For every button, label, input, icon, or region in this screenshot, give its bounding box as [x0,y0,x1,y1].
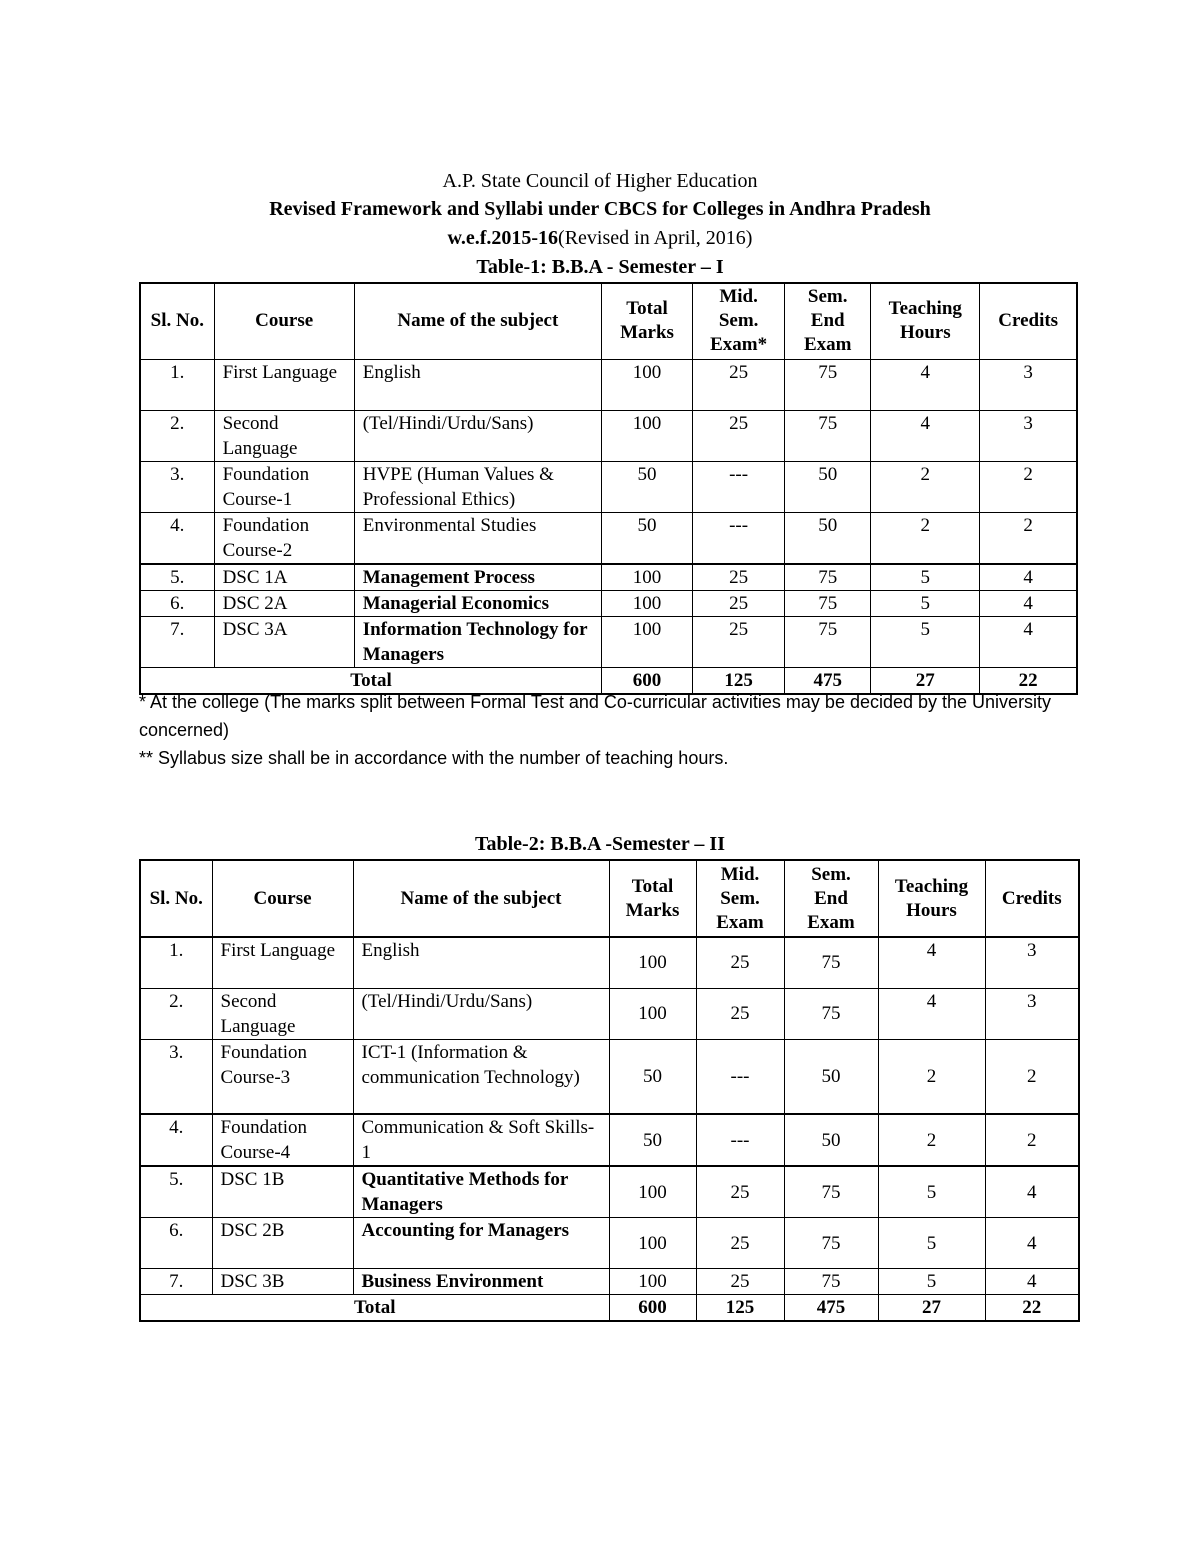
cell-mid-sem: 25 [696,1166,784,1218]
cell-total-marks: 100 [601,410,692,461]
cell-sl: 1. [140,937,212,988]
cell-total-marks: 50 [601,461,692,512]
cell-subject: Quantitative Methods for Managers [353,1166,609,1218]
cell-sl: 7. [140,616,214,667]
cell-total-marks: 50 [609,1039,696,1114]
table-row [140,937,1079,988]
cell-subject: Management Process [354,564,601,591]
cell-sl: 4. [140,1114,212,1166]
footnote-syllabus-size: ** Syllabus size shall be in accordance with the number of teaching hours. [139,748,729,768]
cell-credits: 3 [980,410,1077,461]
cell-teaching-hours: 5 [878,1166,985,1218]
cell-course: Second Language [212,988,353,1039]
cell-sem-end: 75 [785,359,871,410]
total-mid-sem: 125 [693,667,785,694]
cell-teaching-hours: 5 [871,590,980,616]
cell-subject: Environmental Studies [354,512,601,564]
cell-sl: 6. [140,590,214,616]
cell-total-marks: 100 [601,616,692,667]
cell-mid-sem: 25 [693,616,785,667]
cell-mid-sem: --- [693,461,785,512]
cell-subject: English [353,937,609,988]
total-marks: 600 [609,1295,696,1322]
cell-credits: 2 [985,1114,1079,1166]
col-header: Sem. End Exam [784,860,878,937]
table-row [140,1114,1079,1166]
cell-subject: Information Technology for Managers [354,616,601,667]
cell-teaching-hours: 5 [878,1218,985,1269]
cell-course: DSC 2A [214,590,354,616]
total-label: Total [140,1295,609,1322]
cell-sem-end: 75 [784,1269,878,1295]
cell-teaching-hours: 4 [878,988,985,1039]
table-header-row [140,283,1077,359]
col-header: Sl. No. [140,283,214,359]
col-header: Mid. Sem. Exam [696,860,784,937]
total-marks: 600 [601,667,692,694]
col-header: Name of the subject [354,283,601,359]
cell-teaching-hours: 5 [878,1269,985,1295]
cell-sl: 5. [140,1166,212,1218]
col-header: Teaching Hours [878,860,985,937]
cell-sl: 1. [140,359,214,410]
table-row [140,1269,1079,1295]
cell-credits: 4 [985,1166,1079,1218]
cell-course: Second Language [214,410,354,461]
cell-mid-sem: 25 [696,937,784,988]
table-row [140,616,1077,667]
cell-total-marks: 100 [601,590,692,616]
cell-subject: Managerial Economics [354,590,601,616]
cell-course: DSC 1B [212,1166,353,1218]
cell-subject: HVPE (Human Values & Professional Ethics) [354,461,601,512]
cell-mid-sem: 25 [696,1269,784,1295]
cell-sem-end: 75 [784,988,878,1039]
total-teaching-hours: 27 [871,667,980,694]
cell-total-marks: 50 [601,512,692,564]
framework-title: Revised Framework and Syllabi under CBCS for Colleges in Andhra Pradesh [269,198,931,220]
cell-mid-sem: 25 [693,359,785,410]
cell-total-marks: 100 [609,988,696,1039]
cell-teaching-hours: 4 [878,937,985,988]
total-sem-end: 475 [784,1295,878,1322]
cell-credits: 3 [985,988,1079,1039]
col-header: Teaching Hours [871,283,980,359]
effective-year: w.e.f.2015-16 [447,227,559,249]
cell-sem-end: 50 [785,512,871,564]
cell-sl: 4. [140,512,214,564]
cell-credits: 3 [980,359,1077,410]
cell-credits: 2 [980,512,1077,564]
col-header: Total Marks [601,283,692,359]
cell-teaching-hours: 5 [871,564,980,591]
cell-subject: English [354,359,601,410]
table-row [140,1218,1079,1269]
cell-mid-sem: 25 [693,410,785,461]
cell-sl: 2. [140,988,212,1039]
table-row [140,359,1077,410]
revision-note: (Revised in April, 2016) [558,227,753,249]
cell-total-marks: 100 [609,1166,696,1218]
cell-course: First Language [214,359,354,410]
col-header: Total Marks [609,860,696,937]
cell-mid-sem: 25 [696,988,784,1039]
cell-sl: 7. [140,1269,212,1295]
cell-course: Foundation Course-1 [214,461,354,512]
cell-total-marks: 100 [601,564,692,591]
semester1-table [139,282,1078,695]
cell-teaching-hours: 5 [871,616,980,667]
effective-date [0,226,1200,250]
cell-course: DSC 2B [212,1218,353,1269]
cell-subject: (Tel/Hindi/Urdu/Sans) [353,988,609,1039]
cell-credits: 4 [985,1218,1079,1269]
cell-subject: Communication & Soft Skills-1 [353,1114,609,1166]
cell-total-marks: 50 [609,1114,696,1166]
cell-credits: 4 [980,616,1077,667]
cell-course: First Language [212,937,353,988]
cell-course: Foundation Course-2 [214,512,354,564]
cell-credits: 4 [980,564,1077,591]
cell-credits: 2 [980,461,1077,512]
cell-course: Foundation Course-4 [212,1114,353,1166]
cell-course: DSC 3B [212,1269,353,1295]
table-row [140,564,1077,591]
cell-mid-sem: --- [696,1039,784,1114]
table-row [140,1039,1079,1114]
table-total-row [140,1295,1079,1322]
col-header: Mid. Sem. Exam* [693,283,785,359]
col-header: Sl. No. [140,860,212,937]
cell-mid-sem: --- [696,1114,784,1166]
cell-total-marks: 100 [609,1269,696,1295]
cell-mid-sem: 25 [693,590,785,616]
cell-sl: 3. [140,1039,212,1114]
col-header: Course [212,860,353,937]
cell-total-marks: 100 [609,1218,696,1269]
total-label: Total [140,667,601,694]
cell-teaching-hours: 2 [878,1114,985,1166]
cell-sem-end: 75 [784,1166,878,1218]
cell-credits: 3 [985,937,1079,988]
cell-teaching-hours: 4 [871,410,980,461]
cell-sem-end: 75 [784,937,878,988]
cell-sem-end: 75 [784,1218,878,1269]
cell-teaching-hours: 2 [871,461,980,512]
table-row [140,1166,1079,1218]
col-header: Credits [985,860,1079,937]
cell-sem-end: 75 [785,410,871,461]
cell-credits: 4 [985,1269,1079,1295]
footnote-marks-split: * At the college (The marks split between Formal Test and Co-curricular activities may be decided by the University concerned) [139,692,1052,740]
table-row [140,410,1077,461]
table-header-row [140,860,1079,937]
cell-course: DSC 3A [214,616,354,667]
cell-teaching-hours: 2 [878,1039,985,1114]
cell-credits: 2 [985,1039,1079,1114]
cell-total-marks: 100 [601,359,692,410]
table-row [140,988,1079,1039]
table2-caption: Table-2: B.B.A -Semester – II [475,833,725,855]
cell-subject: Business Environment [353,1269,609,1295]
cell-sl: 6. [140,1218,212,1269]
table-row [140,461,1077,512]
cell-teaching-hours: 2 [871,512,980,564]
cell-sem-end: 75 [785,616,871,667]
total-teaching-hours: 27 [878,1295,985,1322]
cell-sl: 3. [140,461,214,512]
cell-mid-sem: --- [693,512,785,564]
semester2-table [139,859,1080,1322]
cell-credits: 4 [980,590,1077,616]
table-row [140,590,1077,616]
col-header: Course [214,283,354,359]
cell-course: Foundation Course-3 [212,1039,353,1114]
council-title: A.P. State Council of Higher Education [442,170,758,192]
table1-caption: Table-1: B.B.A - Semester – I [476,256,724,278]
cell-teaching-hours: 4 [871,359,980,410]
cell-subject: ICT-1 (Information & communication Technology) [353,1039,609,1114]
cell-sem-end: 75 [785,564,871,591]
cell-mid-sem: 25 [696,1218,784,1269]
cell-sl: 5. [140,564,214,591]
cell-total-marks: 100 [609,937,696,988]
col-header: Credits [980,283,1077,359]
cell-sem-end: 50 [784,1114,878,1166]
col-header: Sem. End Exam [785,283,871,359]
cell-course: DSC 1A [214,564,354,591]
col-header: Name of the subject [353,860,609,937]
total-credits: 22 [985,1295,1079,1322]
cell-sem-end: 75 [785,590,871,616]
cell-subject: (Tel/Hindi/Urdu/Sans) [354,410,601,461]
cell-sem-end: 50 [784,1039,878,1114]
cell-subject: Accounting for Managers [353,1218,609,1269]
total-sem-end: 475 [785,667,871,694]
total-credits: 22 [980,667,1077,694]
total-mid-sem: 125 [696,1295,784,1322]
cell-sl: 2. [140,410,214,461]
cell-mid-sem: 25 [693,564,785,591]
cell-sem-end: 50 [785,461,871,512]
table-row [140,512,1077,564]
